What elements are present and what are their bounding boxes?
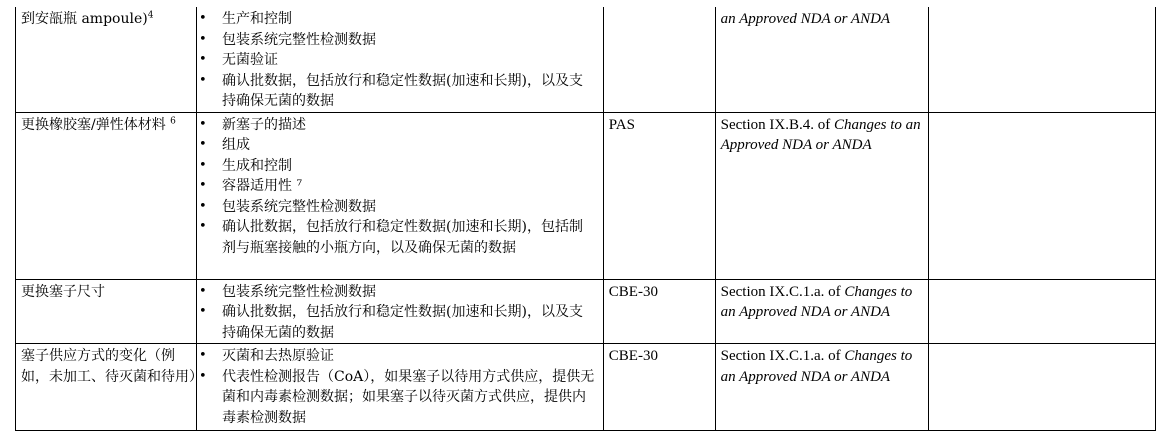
documentation-list [197, 9, 603, 112]
category-cell [603, 112, 715, 279]
list-item: • 代表性检测报告（CoA），如果塞子以待用方式供应，提供无菌和内毒素检测数据；如果塞子以待灭菌方式供应，提供内毒素检测数据 [197, 367, 603, 429]
list-item: • 无菌验证 [197, 50, 603, 71]
list-item: • 确认批数据，包括放行和稳定性数据(加速和长期)，以及支持确保无菌的数据 [197, 71, 603, 112]
list-item: • 生成和控制 [197, 156, 603, 177]
documentation-list [197, 115, 603, 259]
list-item: • 包装系统完整性检测数据 [197, 282, 603, 303]
table-row [16, 344, 1156, 431]
category-cell [603, 279, 715, 344]
change-text: 到安瓿瓶 ampoule) [21, 11, 148, 27]
documentation-cell [197, 7, 604, 112]
reference-title: Changes to an Approved NDA or ANDA [720, 116, 921, 153]
footnote-ref: 4 [147, 10, 154, 21]
change-cell [16, 112, 197, 279]
change-text: 更换塞子尺寸 [21, 283, 105, 300]
documentation-cell [197, 112, 604, 279]
table-row [16, 112, 1156, 279]
change-cell [16, 279, 197, 344]
documentation-cell [197, 279, 604, 344]
documentation-list [197, 346, 603, 428]
reference-title: Changes to an Approved NDA or ANDA [720, 283, 913, 320]
list-item: • 包装系统完整性检测数据 [197, 197, 603, 218]
reference-cell [715, 7, 929, 112]
list-item: • 包装系统完整性检测数据 [197, 30, 603, 51]
list-item: • 确认批数据，包括放行和稳定性数据(加速和长期)，包括制剂与瓶塞接触的小瓶方向，以及确保无菌的数据 [197, 217, 603, 258]
change-text: 塞子供应方式的变化（例如，未加工、待灭菌和待用） [21, 348, 203, 385]
list-item: • 灭菌和去热原验证 [197, 346, 603, 367]
change-cell [16, 344, 203, 431]
table-row [16, 279, 1156, 344]
documentation-list [197, 282, 603, 344]
empty-cell [929, 7, 1156, 112]
reference-prefix: Section IX.C.1.a. of [720, 283, 845, 300]
reference-cell [715, 344, 929, 431]
reference-prefix: Section IX.C.1.a. of [720, 348, 845, 364]
reference-title: Changes to an Approved NDA or ANDA [720, 348, 913, 385]
empty-cell [929, 279, 1156, 344]
footnote-ref: 6 [170, 115, 176, 126]
documentation-cell [197, 344, 604, 431]
category-text: CBE-30 [608, 348, 658, 364]
change-requirements-table [15, 7, 1156, 431]
empty-cell [929, 112, 1156, 279]
list-item: • 确认批数据，包括放行和稳定性数据(加速和长期)，以及支持确保无菌的数据 [197, 302, 603, 343]
category-cell [603, 344, 715, 431]
change-text: 更换橡胶塞/弹性体材料 [21, 116, 166, 133]
empty-cell [929, 344, 1156, 431]
category-cell [603, 7, 715, 112]
reference-title: an Approved NDA or ANDA [720, 11, 891, 27]
change-cell [16, 7, 197, 112]
list-item: • 生产和控制 [197, 9, 603, 30]
table-row [16, 7, 1156, 112]
category-text: PAS [608, 116, 635, 133]
reference-cell [715, 279, 929, 344]
reference-cell [715, 112, 929, 279]
list-item: • 组成 [197, 135, 603, 156]
category-text: CBE-30 [608, 283, 658, 300]
reference-prefix: Section IX.B.4. of [720, 116, 834, 133]
list-item: • 容器适用性 ⁷ [197, 176, 603, 197]
list-item: • 新塞子的描述 [197, 115, 603, 136]
